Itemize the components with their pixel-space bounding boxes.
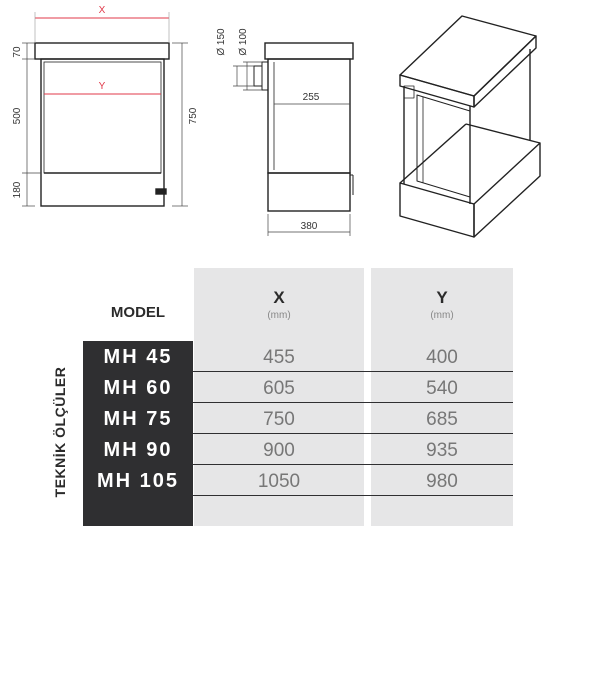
label-x: X [98,5,106,16]
dim-500: 500 [12,107,23,125]
model-name: MH 105 [96,470,180,492]
table-row [83,403,513,434]
side-dimensions [233,62,350,236]
value-x: 605 [263,378,295,399]
value-x: 750 [263,409,295,430]
spec-table [0,268,600,528]
label-y: Y [98,81,106,92]
dim-255: 255 [302,92,320,103]
dim-d150: Ø 150 [216,28,227,56]
column-y-unit: (mm) [430,310,454,321]
dim-70: 70 [12,46,23,58]
table-row [83,341,513,372]
column-x-header [194,288,364,321]
dim-380: 380 [300,221,318,232]
side-view [254,43,353,211]
column-y-header [371,288,513,321]
value-x: 900 [263,440,295,461]
technical-dimensions-label: TEKNİK ÖLÇÜLER [52,366,68,498]
dim-d100: Ø 100 [238,28,249,56]
value-y: 400 [426,347,458,368]
value-y: 935 [426,440,458,461]
technical-drawings [0,0,600,250]
value-y: 540 [426,378,458,399]
model-name: MH 45 [103,346,173,368]
column-y-label: Y [436,288,448,307]
dim-750: 750 [188,107,199,125]
dimension-x [35,5,169,43]
front-left-dimensions [22,43,41,206]
value-y: 685 [426,409,458,430]
model-name: MH 60 [103,377,173,399]
table-row [83,434,513,465]
value-x: 1050 [257,471,301,492]
dimension-y [44,81,161,94]
perspective-view [400,16,540,237]
dim-180: 180 [12,181,23,199]
front-right-dimension [172,43,188,206]
model-header: MODEL [110,304,166,321]
column-x-label: X [273,288,285,307]
value-y: 980 [426,471,458,492]
column-x-unit: (mm) [267,310,291,321]
table-row [83,372,513,403]
model-name: MH 75 [103,408,173,430]
row-divider [83,495,513,496]
table-row [83,465,513,496]
model-name: MH 90 [103,439,173,461]
front-view [35,43,169,206]
value-x: 455 [263,347,295,368]
